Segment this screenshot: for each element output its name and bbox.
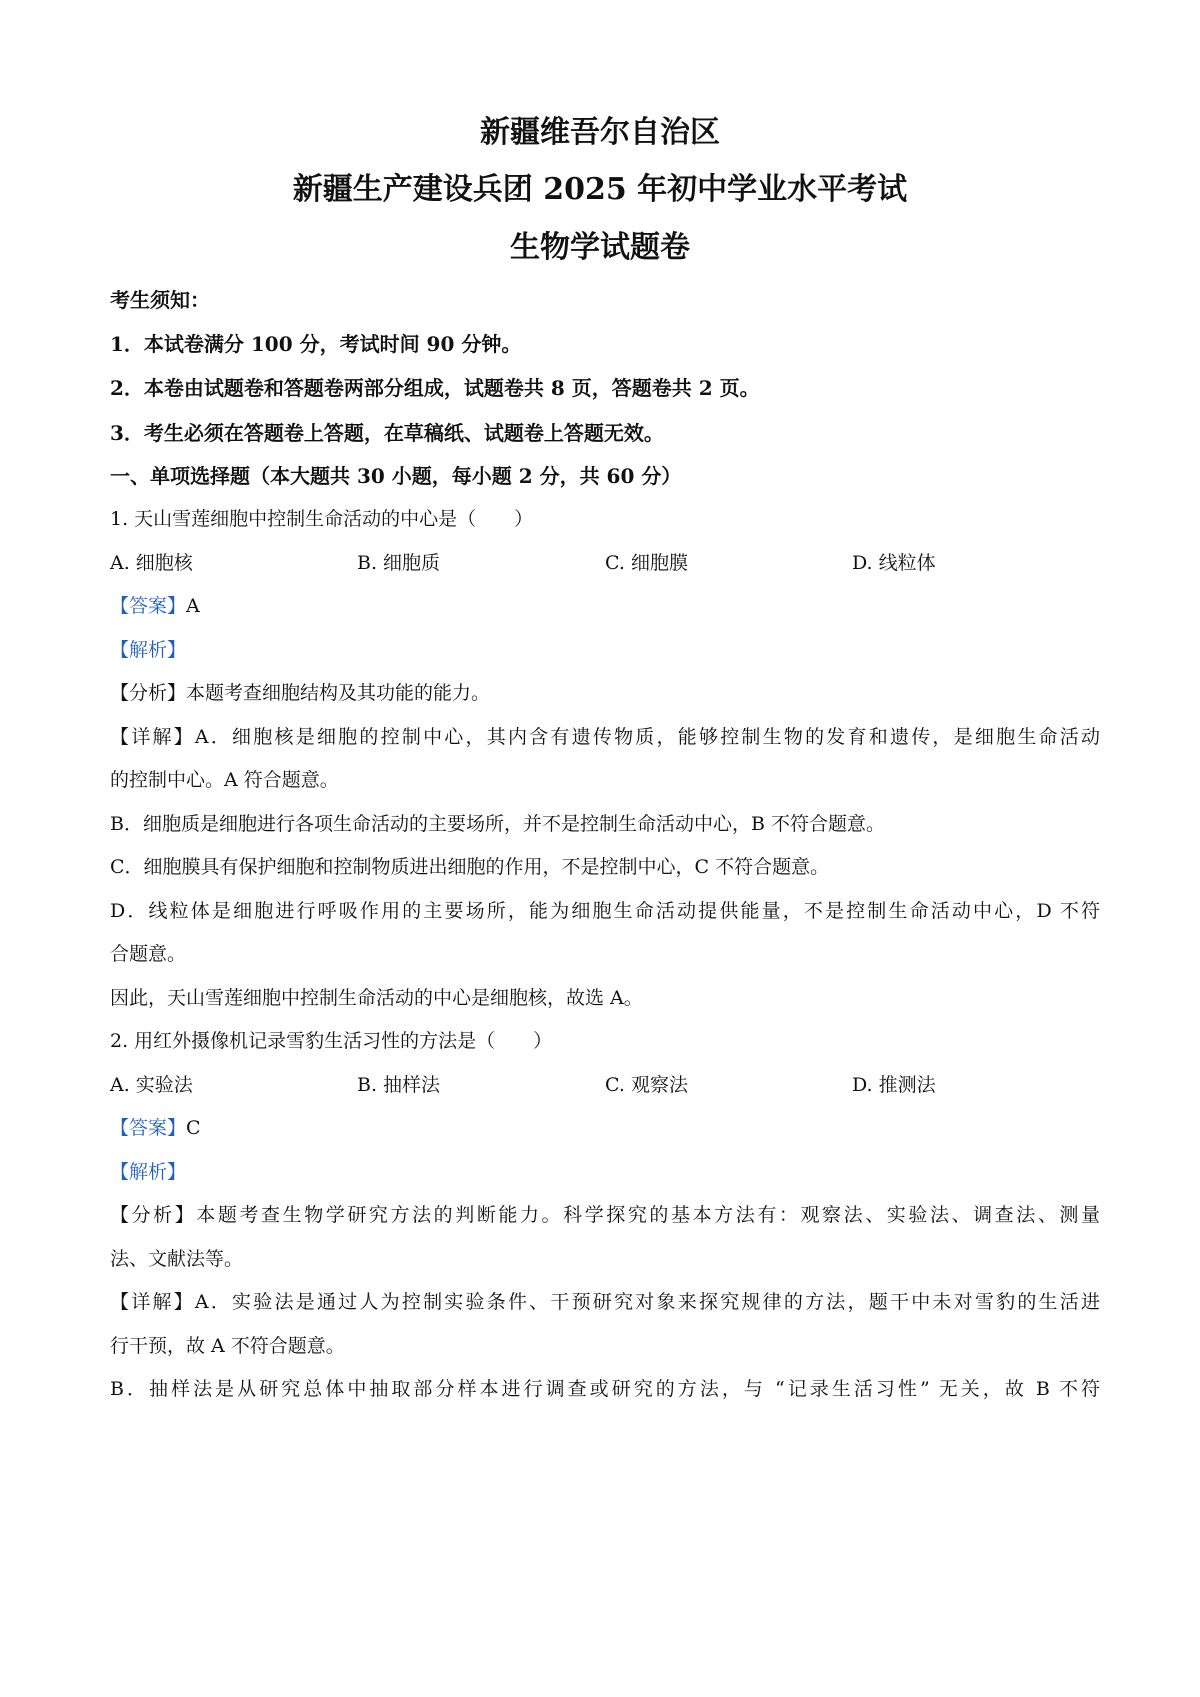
question-1-option-a: A. 细胞核 — [110, 552, 193, 574]
answer-tag: 【答案】 — [110, 1117, 187, 1139]
question-1-detail-line: C．细胞膜具有保护细胞和控制物质进出细胞的作用，不是控制中心，C 不符合题意。 — [110, 856, 830, 878]
question-1-detail-line: 的控制中心。A 符合题意。 — [110, 769, 339, 791]
notice-item-1: 1．本试卷满分 100 分，考试时间 90 分钟。 — [110, 332, 522, 356]
question-2-detail-line: B．抽样法是从研究总体中抽取部分样本进行调查或研究的方法，与 “记录生活习性” 无关，故 B 不符 — [110, 1378, 1100, 1400]
question-1-answer — [110, 592, 1100, 620]
question-1-detail-line: 合题意。 — [110, 943, 187, 965]
question-2-option-c: C. 观察法 — [605, 1074, 688, 1096]
question-1-analysis-line: 【分析】本题考查细胞结构及其功能的能力。 — [110, 682, 491, 704]
question-2-analysis-line: 法、文献法等。 — [110, 1248, 244, 1270]
notice-heading: 考生须知： — [110, 288, 210, 312]
question-2-option-d: D. 推测法 — [852, 1074, 936, 1096]
notice-item-2: 2．本卷由试题卷和答题卷两部分组成，试题卷共 8 页，答题卷共 2 页。 — [110, 376, 760, 400]
section-heading: 一、单项选择题（本大题共 30 小题，每小题 2 分，共 60 分） — [110, 464, 682, 488]
answer-value: C — [186, 1117, 201, 1139]
question-1-option-d: D. 线粒体 — [852, 552, 936, 574]
question-1-detail-line: 【详解】A．细胞核是细胞的控制中心，其内含有遗传物质，能够控制生物的发育和遗传，是细胞生命活动 — [110, 726, 1100, 748]
title-subject: 生物学试题卷 — [510, 230, 690, 265]
title-exam: 新疆生产建设兵团 2025 年初中学业水平考试 — [292, 172, 908, 207]
question-2-analysis-tag: 【解析】 — [110, 1161, 187, 1183]
question-2-detail-line: 【详解】A．实验法是通过人为控制实验条件、干预研究对象来探究规律的方法，题干中未对雪豹的生活进 — [110, 1291, 1100, 1313]
title-region: 新疆维吾尔自治区 — [480, 115, 720, 150]
question-1-option-b: B. 细胞质 — [357, 552, 441, 574]
question-1-conclusion: 因此，天山雪莲细胞中控制生命活动的中心是细胞核，故选 A。 — [110, 987, 643, 1009]
question-2-stem: 2. 用红外摄像机记录雪豹生活习性的方法是（ ） — [110, 1030, 553, 1052]
question-1-stem: 1. 天山雪莲细胞中控制生命活动的中心是（ ） — [110, 508, 534, 530]
notice-item-3: 3．考生必须在答题卷上答题，在草稿纸、试题卷上答题无效。 — [110, 421, 664, 445]
question-1-analysis-tag: 【解析】 — [110, 639, 187, 661]
question-2-option-b: B. 抽样法 — [357, 1074, 441, 1096]
question-2-detail-line: 行干预，故 A 不符合题意。 — [110, 1335, 345, 1357]
question-2-answer — [110, 1114, 1100, 1142]
question-2-option-a: A. 实验法 — [110, 1074, 193, 1096]
answer-tag: 【答案】 — [110, 595, 187, 617]
question-1-option-c: C. 细胞膜 — [605, 552, 688, 574]
question-1-detail-line: B．细胞质是细胞进行各项生命活动的主要场所，并不是控制生命活动中心，B 不符合题意。 — [110, 813, 885, 835]
question-1-detail-line: D．线粒体是细胞进行呼吸作用的主要场所，能为细胞生命活动提供能量，不是控制生命活动中心，D 不符 — [110, 900, 1100, 922]
answer-value: A — [186, 595, 200, 617]
question-2-analysis-line: 【分析】本题考查生物学研究方法的判断能力。科学探究的基本方法有：观察法、实验法、调查法、测量 — [110, 1204, 1100, 1226]
